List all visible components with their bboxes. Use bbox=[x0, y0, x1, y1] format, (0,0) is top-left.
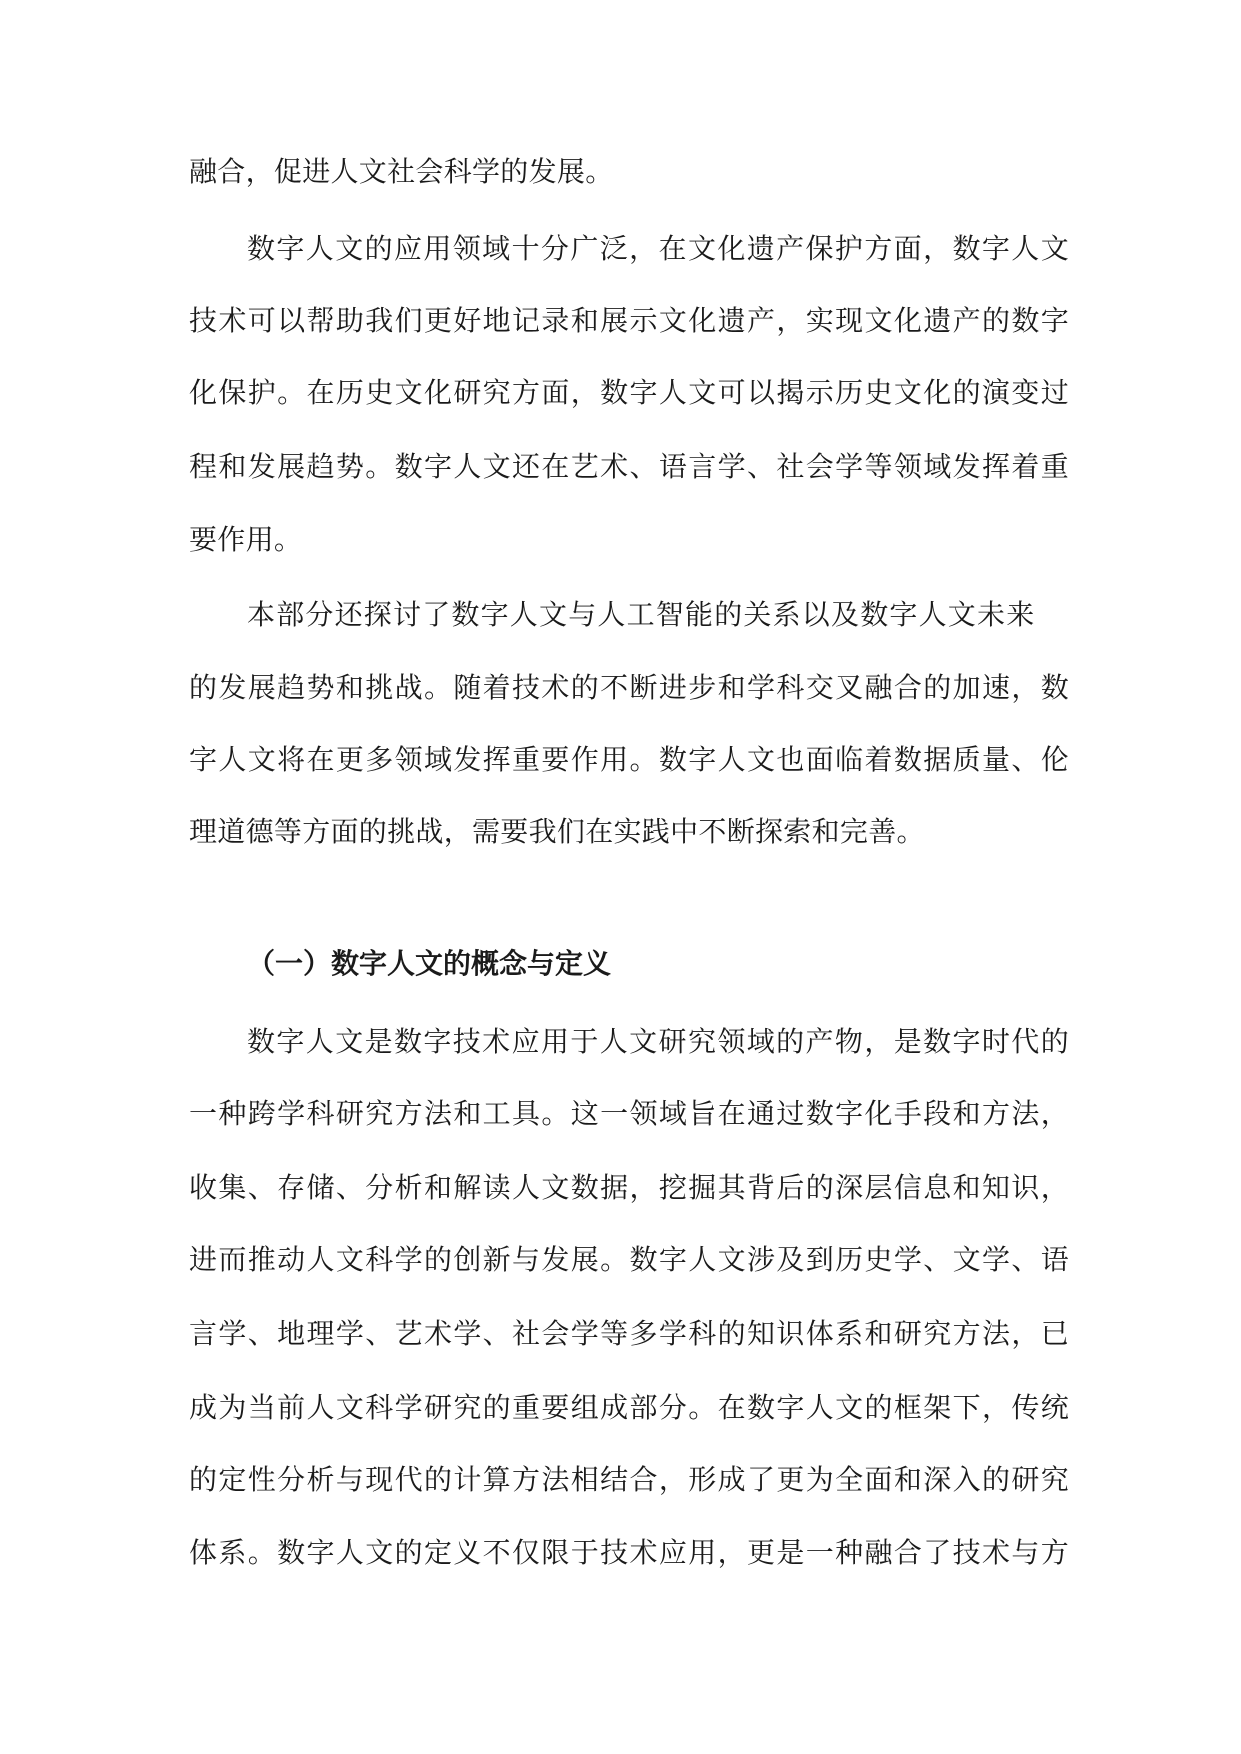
paragraph-line: 一种跨学科研究方法和工具。这一领域旨在通过数字化手段和方法， bbox=[189, 1097, 1069, 1130]
paragraph-line: 成为当前人文科学研究的重要组成部分。在数字人文的框架下，传统 bbox=[189, 1391, 1069, 1424]
paragraph-line: 的定性分析与现代的计算方法相结合，形成了更为全面和深入的研究 bbox=[189, 1463, 1069, 1496]
paragraph-line: 收集、存储、分析和解读人文数据，挖掘其背后的深层信息和知识， bbox=[189, 1171, 1069, 1204]
paragraph-line: 技术可以帮助我们更好地记录和展示文化遗产，实现文化遗产的数字 bbox=[189, 304, 1069, 337]
paragraph-line: 数字人文是数字技术应用于人文研究领域的产物，是数字时代的 bbox=[247, 1025, 1069, 1058]
paragraph-line: 字人文将在更多领域发挥重要作用。数字人文也面临着数据质量、伦 bbox=[189, 743, 1069, 776]
section-heading: （一）数字人文的概念与定义 bbox=[247, 947, 612, 980]
paragraph-line: 融合，促进人文社会科学的发展。 bbox=[189, 155, 614, 188]
paragraph-line: 程和发展趋势。数字人文还在艺术、语言学、社会学等领域发挥着重 bbox=[189, 450, 1069, 483]
paragraph-line: 本部分还探讨了数字人文与人工智能的关系以及数字人文未来 bbox=[247, 598, 1036, 631]
paragraph-line: 进而推动人文科学的创新与发展。数字人文涉及到历史学、文学、语 bbox=[189, 1243, 1069, 1276]
paragraph-line: 要作用。 bbox=[189, 523, 303, 556]
paragraph-line: 数字人文的应用领域十分广泛，在文化遗产保护方面，数字人文 bbox=[247, 232, 1069, 265]
paragraph-line: 理道德等方面的挑战，需要我们在实践中不断探索和完善。 bbox=[189, 815, 925, 848]
paragraph-line: 言学、地理学、艺术学、社会学等多学科的知识体系和研究方法，已 bbox=[189, 1317, 1069, 1350]
paragraph-line: 化保护。在历史文化研究方面，数字人文可以揭示历史文化的演变过 bbox=[189, 376, 1069, 409]
paragraph-line: 体系。数字人文的定义不仅限于技术应用，更是一种融合了技术与方 bbox=[189, 1536, 1069, 1569]
paragraph-line: 的发展趋势和挑战。随着技术的不断进步和学科交叉融合的加速，数 bbox=[189, 671, 1069, 704]
